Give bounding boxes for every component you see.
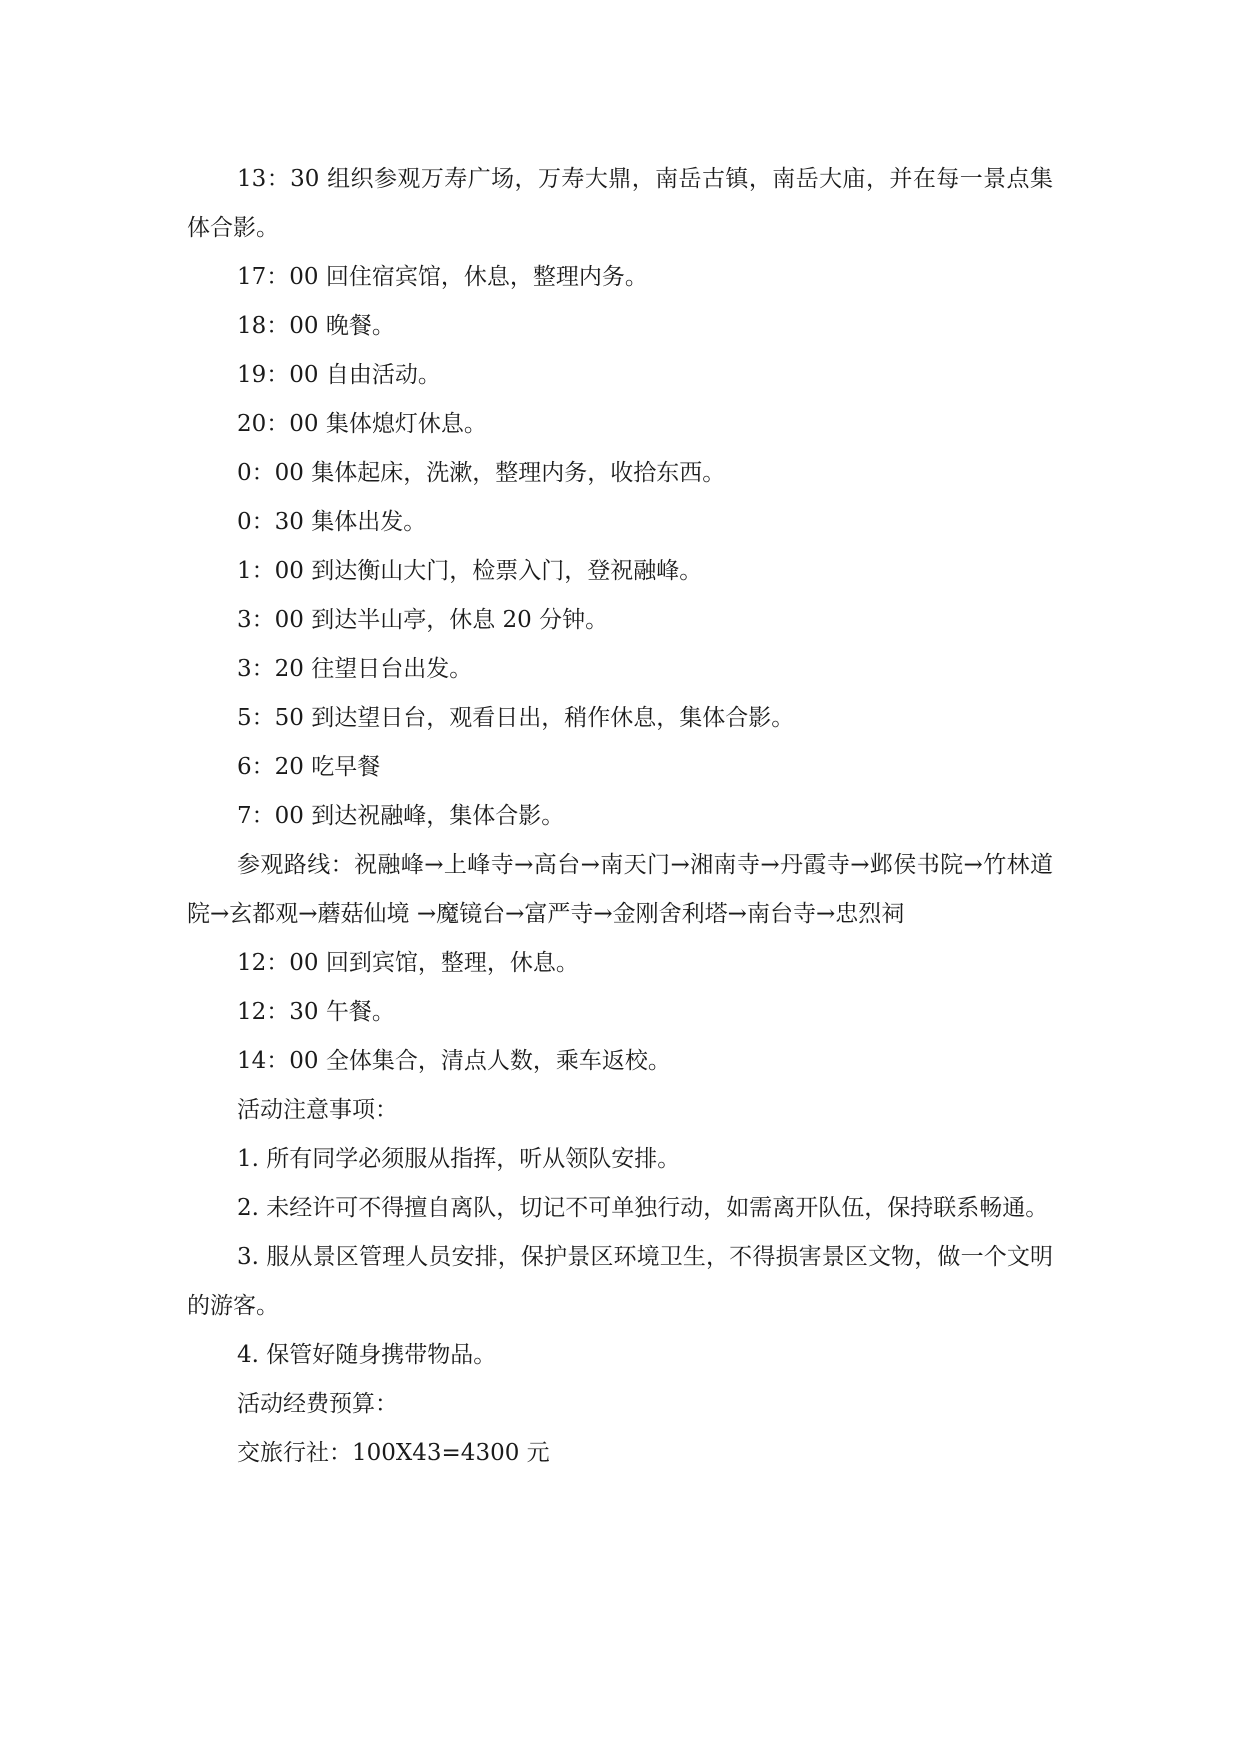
note-item-2: 2. 未经许可不得擅自离队，切记不可单独行动，如需离开队伍，保持联系畅通。 <box>237 1195 1049 1221</box>
schedule-item-1700: 17：00 回住宿宾馆，休息，整理内务。 <box>237 264 648 290</box>
schedule-item-1900: 19：00 自由活动。 <box>237 362 441 388</box>
schedule-item-0320: 3：20 往望日台出发。 <box>237 656 473 682</box>
schedule-item-1200: 12：00 回到宾馆，整理，休息。 <box>237 950 579 976</box>
schedule-item-0300: 3：00 到达半山亭，休息 20 分钟。 <box>237 607 609 633</box>
visit-route: 参观路线：祝融峰→上峰寺→高台→南天门→湘南寺→丹霞寺→邺侯书院→竹林道院→玄都观→蘑菇仙境 →魔镜台→富严寺→金刚舍利塔→南台寺→忠烈祠 <box>187 852 1053 927</box>
note-item-3: 3. 服从景区管理人员安排，保护景区环境卫生，不得损害景区文物，做一个文明的游客。 <box>187 1244 1053 1319</box>
note-item-4: 4. 保管好随身携带物品。 <box>237 1342 497 1368</box>
schedule-item-0030: 0：30 集体出发。 <box>237 509 427 535</box>
schedule-item-2000: 20：00 集体熄灯休息。 <box>237 411 487 437</box>
schedule-item-0100: 1：00 到达衡山大门，检票入门，登祝融峰。 <box>237 558 703 584</box>
schedule-item-1330: 13：30 组织参观万寿广场，万寿大鼎，南岳古镇，南岳大庙，并在每一景点集体合影。 <box>187 166 1053 241</box>
schedule-item-1230: 12：30 午餐。 <box>237 999 395 1025</box>
schedule-item-0620: 6：20 吃早餐 <box>237 754 381 780</box>
schedule-item-0550: 5：50 到达望日台，观看日出，稍作休息，集体合影。 <box>237 705 795 731</box>
schedule-item-0700: 7：00 到达祝融峰，集体合影。 <box>237 803 565 829</box>
schedule-item-0000: 0：00 集体起床，洗漱，整理内务，收拾东西。 <box>237 460 726 486</box>
budget-item-travel-agency: 交旅行社：100X43=4300 元 <box>237 1440 550 1466</box>
document-body <box>187 155 1053 1478</box>
schedule-item-1800: 18：00 晚餐。 <box>237 313 395 339</box>
budget-heading: 活动经费预算： <box>237 1391 398 1417</box>
note-item-1: 1. 所有同学必须服从指挥，听从领队安排。 <box>237 1146 681 1172</box>
schedule-item-1400: 14：00 全体集合，清点人数，乘车返校。 <box>237 1048 671 1074</box>
notes-heading: 活动注意事项： <box>237 1097 398 1123</box>
